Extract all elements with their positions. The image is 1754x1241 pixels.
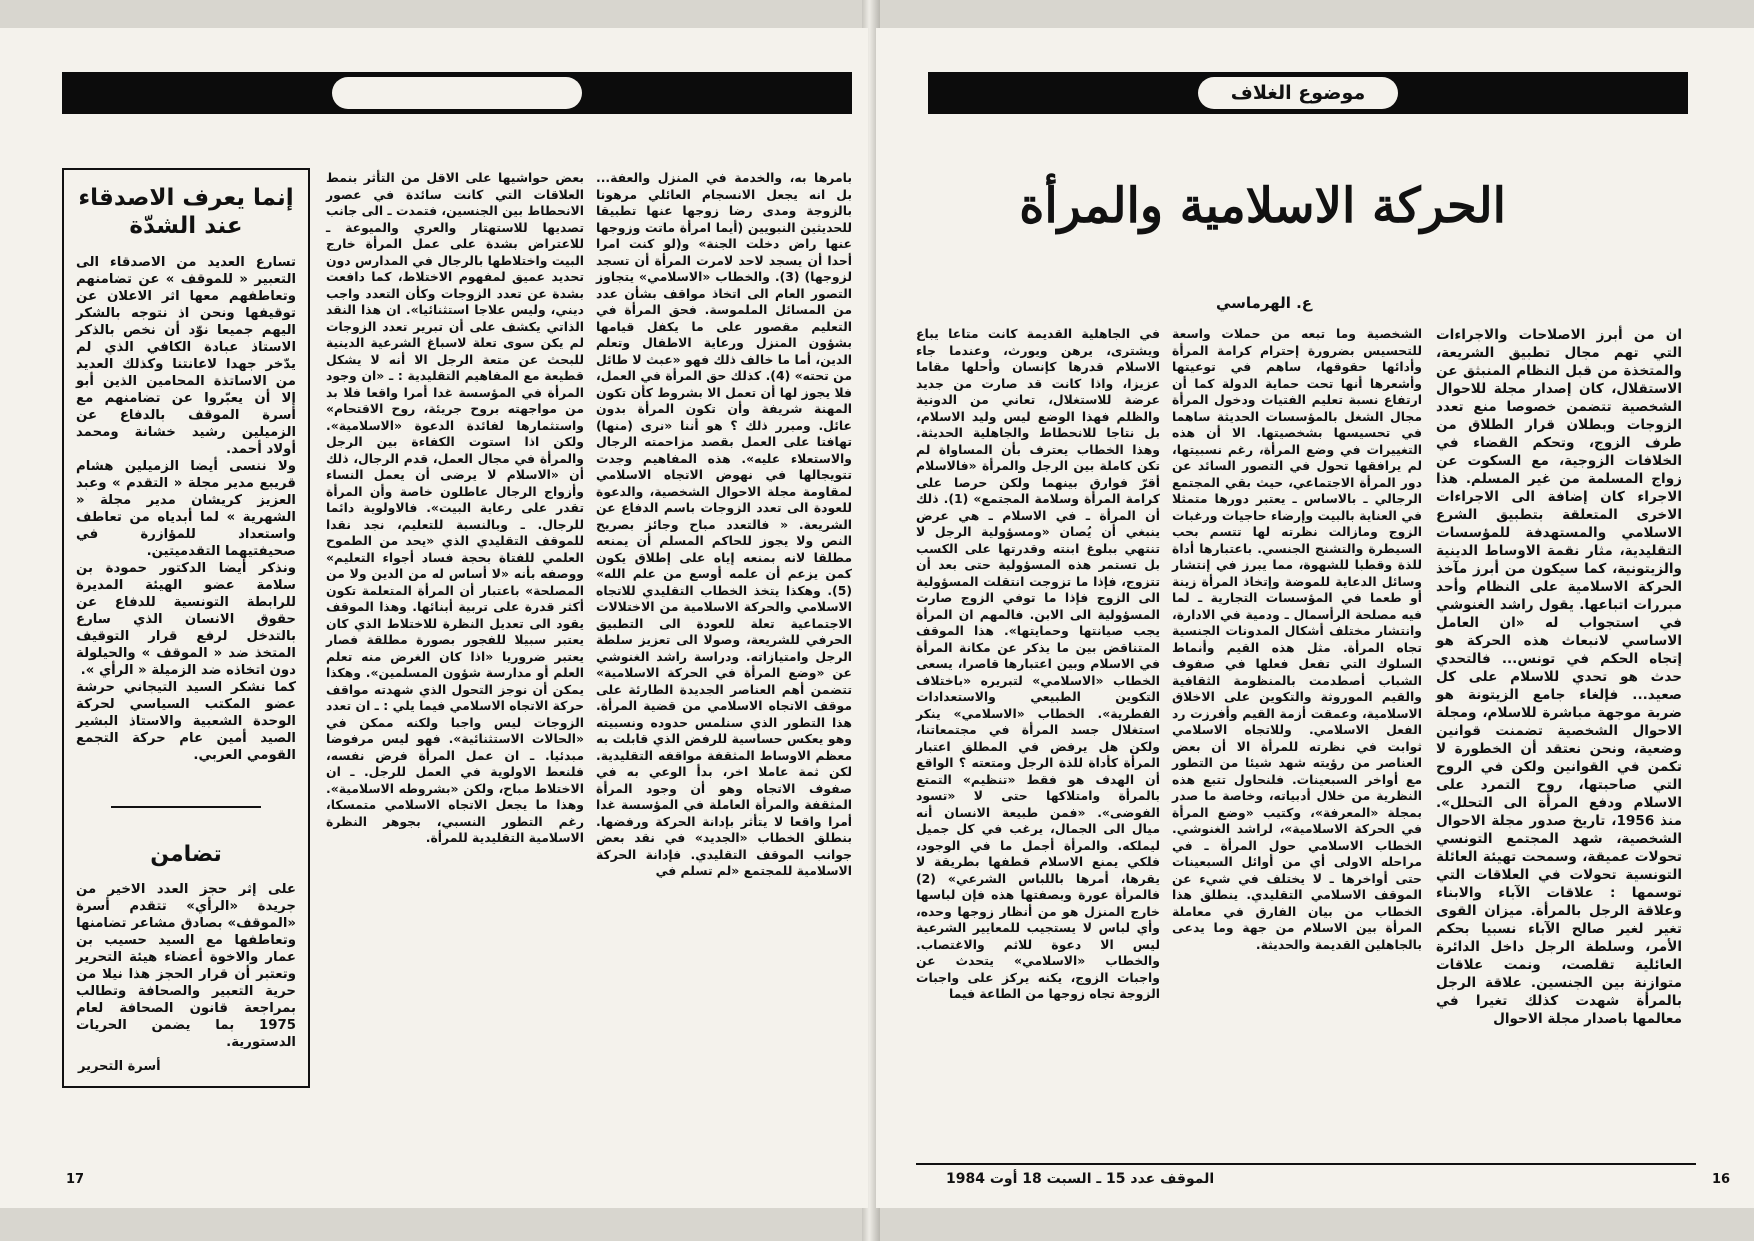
article-author: ع. الهرماسي	[1216, 294, 1313, 312]
footer-rule	[916, 1163, 1696, 1165]
article-column	[1436, 326, 1682, 1146]
header-pill	[332, 77, 582, 109]
article-column	[916, 326, 1160, 1146]
sidebar-paragraph: كما نشكر السيد التيجاني حرشة عضو المكتب السياسي لحركة الوحدة الشعبية والاستاذ البشير الصيد أمين عام حركة التجمع القومي العربي.	[76, 680, 296, 763]
sidebar-paragraph: تسارع العديد من الاصدقاء الى التعبير « للموقف » عن تضامنهم وتعاطفهم معها اثر الاعلان عن توقيفها ونحن اذ نتوجه بالشكر اليهم جميعا نوّد أن نخص بالذكر الاستاذ عبادة الكافي الذي لم يدّخر جهدا لاعانتنا وكذلك العديد من الاساتذة المحامين الذين أبو إلا أن يعبّروا عن تضامنهم مع أسرة الموقف بالدفاع عن الزميلين رشيد خشانة ومحمد أولاد أحمد.	[76, 255, 296, 457]
left-header-bar	[62, 72, 852, 114]
left-page	[0, 28, 868, 1208]
article-column	[596, 170, 852, 1130]
column-text: الشخصية وما تبعه من حملات واسعة للتحسيس بضرورة إحترام كرامة المرأة وأدائها حقوقها، ساهم في توعيتها وأشعرها أنها تحت حماية الدولة كما أن ارتفاع نسبة تعليم الفتيات ودخول المرأة مجال الشغل بالمؤسسات الحديثة ساهما في تحسيسها بشخصيتها. الا أن هذه التغييرات في وضع المرأة، رغم نسبيتها، لم يرافقها تحول في التصور السائد عن دور المرأة الاجتماعي، حيث بقي المجتمع الرجالي ـ بالاساس ـ يعتبر دورها متمثلا في العناية بالبيت وإرضاء حاجيات ورغبات الزوج ومازالت نظرته لها تتسم بحب السيطرة والتشنج الجنسي. باعتبارها أداة للذة وقطبا للشهوة، مما يبرز في إنتشار وسائل الدعاية للموضة وإتخاذ المرأة زينة أو طعما في المؤسسات التجارية ـ لما فيه مصلحة الرأسمال ـ ودمية في الادارة، وانتشار مختلف أشكال المدونات الجنسية تجاه المرأة. مثل هذه القيم وأنماط السلوك التي تفعل فعلها في صفوف الشباب أصطدمت بالمنظومة الثقافية والقيم الموروثة والتكوين على الاخلاق الاسلامية، وعمقت أزمة القيم وأفرزت رد الفعل الاسلامي. وللاتجاه الاسلامي ثوابت في نظرته للمرأة الا أن بعض العناصر من رؤيته شهد شيئا من التطور مع أواخر السبعينات. فلنحاول تتبع هذه النظرية من خلال أدبياته، وخاصة ما صدر بمجلة «المعرفة»، وكتيب «وضع المرأة في الحركة الاسلامية»، لراشد الغنوشي. الخطاب الاسلامي حول المرأة ـ في مراحله الاولى أي من أوائل السبعينات حتى أواخرها ـ لا يختلف في شيء عن الموقف الاسلامي التقليدي. ينطلق هذا الخطاب من بيان الفارق في معاملة المرأة بين الاسلام من جهة وما يدعى بالجاهلين القديمة والحديثة.	[1172, 326, 1422, 952]
article-column	[1172, 326, 1422, 1146]
sidebar-title: إنما يعرف الاصدقاء عند الشدّة	[78, 185, 294, 239]
sidebar-divider	[111, 806, 261, 808]
solidarity-title: تضامن	[150, 842, 222, 867]
sidebar-paragraph: ونذكر أيضا الدكتور حمودة بن سلامة عضو الهيئة المديرة للرابطة التونسية للدفاع عن حقوق الانسان الذي سارع بالتدخل لرفع قرار التوقيف المتخذ ضد « الموقف » والحيلولة دون اتخاذه ضد الزميلة « الرأي ».	[76, 561, 296, 678]
column-text: بامرها به، والخدمة في المنزل والعفة... بل انه يجعل الانسجام العائلي مرهونا بالزوجة ومدى رضا زوجها عنها تطبيقا للحديثين النبويين (أيما امرأة ماتت وزوجها عنها راض دخلت الجنة» و(لو كنت امرا أحدا أن يسجد لاحد لامرت المرأة أن تسجد لزوجها) (3). والخطاب «الاسلامي» يتجاوز التصور العام الى اتخاذ مواقف بشأن عدد من المسائل الملموسة. فحق المرأة في التعليم مقصور على ما يكفل قيامها بشؤون المنزل ورعاية الاطفال وتعلم الدين، أما ما خالف ذلك فهو «عبث لا طائل من تحته» (4). كذلك حق المرأة في العمل، فلا يجوز لها أن تعمل الا بشروط كأن تكون المهنة شريفة وأن تكون المرأة بدون عائل. ومبرر ذلك ؟ هو أننا «نرى (منها) تهافتا على العمل بقصد مزاحمته الرجال والاستعلاء عليه». هذه المفاهيم وجدت تتويجالها في نهوض الاتجاه الاسلامي لمقاومة مجلة الاحوال الشخصية، والدعوة للعودة الى تعدد الزوجات باسم الدفاع عن الشريعة. « فالتعدد مباح وجائز بصريح النص ولا يجوز للحاكم المسلم أن يمنعه مطلقا لانه بمنعه إياه على إطلاق يكون كمن يزعم أن علمه أوسع من علم الله» (5). وهكذا يتخذ الخطاب التقليدي للاتجاه الاسلامي والحركة الاسلامية من الاختلالات الاجتماعية تعلة للعودة الى التطبيق الحرفي للشريعة، وصولا الى تعزيز سلطة الرجل وامتيازاته. ودراسة راشد الغنوشي عن «وضع المرأة في الحركة الاسلامية» تتضمن أهم العناصر الجديدة الطارئة على موقف الاتجاه الاسلامي من قضية المرأة. هذا التطور الذي سنلمس حدوده ونسبيته وهو يعكس حساسية للرفض الذي قابلت به معظم الاوساط المثقفة مواقفه التقليدية. لكن ثمة عاملا اخر، بدأ الوعي به في صفوف الاتجاه وهو أن وجود المرأة المثقفة والمرأة العاملة في المؤسسة غدا أمرا واقعا لا يتأثر بإدانة الحركة ورفضها. بنطلق الخطاب «الجديد» في نقد بعض جوانب الموقف التقليدي. فإدانة الحركة الاسلامية للمجتمع «لم تسلم في	[596, 170, 852, 878]
section-label: موضوع الغلاف	[1198, 77, 1398, 109]
column-text: بعض حواشيها على الاقل من التأثر بنمط العلاقات التي كانت سائدة في عصور الانحطاط بين الجنسين، فتمدت ـ الى جانب تصديها للاستهتار والعري والميوعة ـ للاعتراض بشدة على عمل المرأة خارج البيت واختلاطها بالرجال في المدارس دون تحديد عميق لمفهوم الاختلاط، كما دافعت بشدة عن تعدد الزوجات وكأن التعدد واجب ديني، وليس علاجا استثنائيا». ان هذا النقد الذاتي يكشف على أن تبرير تعدد الزوجات لم يكن سوى تعلة لاسباغ الشرعية الدينية للبحث عن متعة الرجل الا أنه لا يشكل قطيعة مع المفاهيم التقليدية : ـ «ان وجود المرأة في المؤسسة غدا أمرا واقعا فلا بد من مواجهته بروح جريئة، روح الاقتحام» واستثمارها لفائدة الدعوة «الاسلامية». ولكن اذا استوت الكفاءة بين الرجل والمرأة في مجال العمل، قدم الرجال، ذلك أن «الاسلام لا يرضى أن يعمل النساء وأزواج الرجال عاطلون خاصة وأن المرأة تقدر على رعاية البيت». فالاولوية دائما للرجال. ـ وبالنسبة للتعليم، نجد نقدا للموقف التقليدي الذي «يحد من الطموح العلمي للفتاة بحجة فساد أجواء التعليم» ووصفه بأنه «لا أساس له من الدين ولا من المصلحة» باعتبار أن المرأة المتعلمة تكون أكثر قدرة على تربية أبنائها. وهذا الموقف يقود الى تعديل النظرة للاختلاط الذي كان يعتبر سبيلا للفجور بصورة مطلقة فصار يعتبر ضروريا «اذا كان الغرض منه تعلم العلم أو مدارسة شؤون المسلمين». وهكذا يمكن أن نوجز التحول الذي شهدته مواقف حركة الاتجاه الاسلامي فيما يلي : ـ ان تعدد الزوجات ليس واجبا ولكنه ممكن في «الحالات الاستثنائية». فهو ليس مرفوضا مبدئيا. ـ ان عمل المرأة فرض نفسه، فلنعط الاولوية في العمل للرجل. ـ ان الاختلاط مباح، ولكن «بشروطه الاسلامية». وهذا ما يجعل الاتجاه الاسلامي متمسكا، رغم التطور النسبي، بجوهر النظرة الاسلامية التقليدية للمرأة.	[326, 170, 584, 845]
issue-footer: الموقف عدد 15 ـ السبت 18 أوت 1984	[946, 1171, 1215, 1187]
column-text: ان من أبرز الاصلاحات والاجراءات التي تهم مجال تطبيق الشريعة، والمتخذة من قبل النظام المنبثق عن الاستقلال، كان إصدار مجلة للاحوال الشخصية تتضمن خصوصا منع تعدد الزوجات وبطلان قرار الطلاق من طرف الزوج، وتحكم القضاء في الخلافات الزوجية، مع السكوت عن زواج المسلمة من غير المسلم. هذا الاجراء كان إضافة الى الاجراءات الاخرى المتعلقة بتطبيق الشرع الاسلامي والمستهدفة للمؤسسات التقليدية، مثار نقمة الاوساط الدينية والزيتونية، كما سيكون من أبرز مآخذ الحركة الاسلامية على النظام وأحد مبررات اتباعها. يقول راشد الغنوشي في استجواب له «ان العامل الاساسي لانبعاث هذه الحركة هو إتجاه الحكم في تونس... فالتحدي حدث هو تحدي للاسلام على كل صعيد... فإلغاء جامع الزيتونة هو ضربة موجهة مباشرة للاسلام، ومجلة الاحوال الشخصية تضمنت قوانين وضعية، ونحن نعتقد أن الخطورة لا تكمن في القوانين ولكن في الروح التي صاحبتها، روح التمرد على الاسلام ودفع المرأة الى التحلل». منذ 1956، تاريخ صدور مجلة الاحوال الشخصية، شهد المجتمع التونسي تحولات عميقة، وسمحت تهيئة العائلة التونسية تحولات في العلاقات التي توسمها : علاقات الآباء والابناء وعلاقة الرجل بالمرأة. ميزان القوى تغير لغير صالح الآباء نسبيا بحكم الأمر، وسلطة الرجل داخل الدائرة العائلية تقلصت، ونمت علاقات متوازنة بين الجنسين. علاقة الرجل بالمرأة شهدت كذلك تغيرا في معالمها باصدار مجلة الاحوال	[1436, 327, 1682, 1027]
column-text: في الجاهلية القديمة كانت متاعا يباع ويشترى، يرهن ويورث، وعندما جاء الاسلام قدرها كإنسان وأحلها مقاما عزيزا، واذا كانت قد صارت من جديد عرضة للاستغلال، تعاني من الدونية والظلم فهذا الوضع ليس وليد الاسلام، بل نتاجا للانحطاط والجاهلية الحديثة. وهذا الخطاب يعترف بأن المساواة لم تكن كاملة بين الرجل والمرأة «فالاسلام أقرّ فوارق بينهما ولكن حرصا على كرامة المرأة وسلامة المجتمع» (1). ذلك أن المرأة ـ في الاسلام ـ هي عرض ينبغي أن يُصان «ومسؤولية الرجل لا تنتهي ببلوغ ابنته وقدرتها على الكسب بل تستمر هذه المسؤولية حتى بعد أن تتزوج، فإذا ما تزوجت انتقلت المسؤولية الى الزوج فإذا ما توفي الزوج صارت المسؤولية الى الابن. فالمهم ان المرأة يجب صيانتها وحمايتها». هذا الموقف المتناقض بين ما يذكر عن مكانة المرأة في الاسلام وبين اعتبارها قاصرا، يسعى الخطاب «الاسلامي» لتبريره «باختلاف التكوين الطبيعي والاستعدادات الفطرية». الخطاب «الاسلامي» ينكر استغلال جسد المرأة في مجتمعاتنا، ولكن هل يرفض في المطلق اعتبار المرأة كأداة للذة الرجل ومتعته ؟ الواقع أن الهدف هو فقط «تنظيم» التمتع بالمرأة وامتلاكها حتى لا «تسود الفوضى». «فمن طبيعة الانسان أنه ميال الى الجمال، يرغب في كل جميل ليملكه. والمرأة أجمل ما في الوجود، فلكي يمنع الاسلام قطفها بطريقة لا يقرها، أمرها باللباس الشرعي» (2) فالمرأة عورة وبصفتها هذه فإن لباسها خارج المنزل هو من أنظار زوجها وحده، وأي لباس لا يستجيب للمعايير الشرعية ليس الا دعوة للاثم والاغتصاب. والخطاب «الاسلامي» يتحدث عن واجبات الزوج، يكنه يركز على واجبات الزوجة تجاه زوجها من الطاعة فيما	[916, 326, 1160, 1001]
page-number: 16	[1712, 1172, 1731, 1187]
solidarity-text: على إثر حجز العدد الاخير من جريدة «الرأي» تتقدم أسرة «الموقف» بصادق مشاعر تضامنها وتعاطفها مع السيد حسيب بن عمار والاخوة أعضاء هيئة التحرير وتعتبر أن قرار الحجز هذا نيلا من حرية التعبير والصحافة وتطالب بمراجعة قانون الصحافة لعام 1975 بما يضمن الحريات الدستورية.	[76, 882, 296, 1050]
page-number: 17	[66, 1172, 85, 1187]
article-title: الحركة الاسلامية والمرأة	[1019, 178, 1506, 234]
sidebar-paragraph: ولا ننسى أيضا الزميلين هشام قريبع مدير مجلة « التقدم » وعبد العزيز كريشان مدير مجلة « الشهرية » لما أبدياه من تعاطف واستعداد للمؤازرة في صحيفتيهما التقدميتين.	[76, 459, 296, 559]
article-column	[326, 170, 584, 1130]
right-page	[876, 28, 1754, 1208]
editorial-signature: أسرة التحرير	[78, 1059, 161, 1074]
right-header-bar	[928, 72, 1688, 114]
sidebar-box	[62, 168, 310, 1088]
